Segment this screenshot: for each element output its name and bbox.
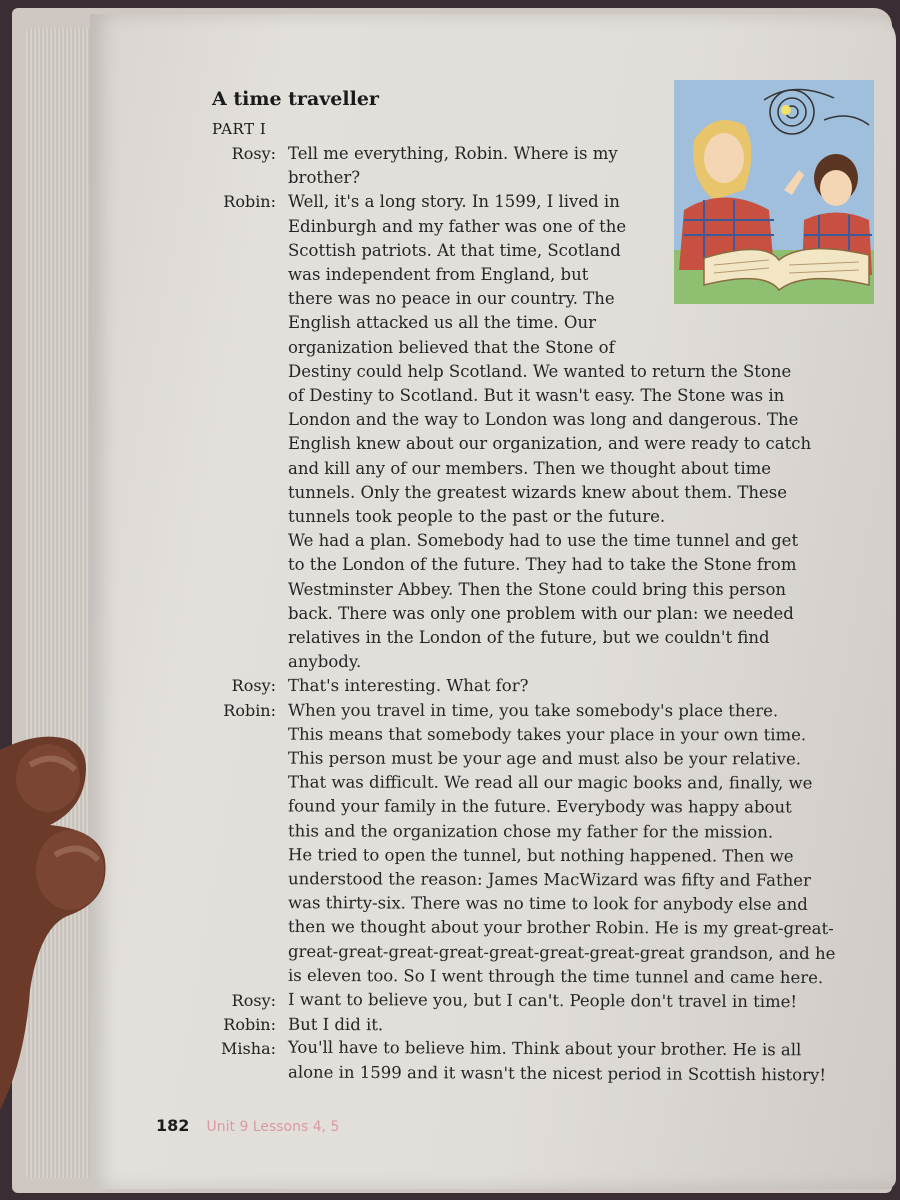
dialogue-line: This person must be your age and must also be your relative. <box>287 748 801 769</box>
dialogue-line: of Destiny to Scotland. But it wasn't easy. The Stone was in <box>288 386 785 405</box>
dialogue-line: there was no peace in our country. The <box>288 289 615 309</box>
dialogue-line: Well, it's a long story. In 1599, I lived in <box>288 192 620 212</box>
dialogue-line: When you travel in time, you take somebody's place there. <box>287 700 779 720</box>
dialogue-line: found your family in the future. Everybody was happy about <box>287 796 792 817</box>
hand-thumb <box>0 730 120 1130</box>
dialogue-line: is eleven too. So I went through the time tunnel and came here. <box>287 965 824 987</box>
speaker-label: Misha: <box>221 1039 276 1059</box>
speaker-label: Robin: <box>223 700 276 720</box>
page-number: 182 <box>156 1116 190 1135</box>
part-heading: PART I <box>212 120 267 138</box>
story-illustration <box>674 80 874 304</box>
dialogue-line: to the London of the future. They had to take the Stone from <box>288 555 797 575</box>
dialogue-line: alone in 1599 and it wasn't the nicest period in Scottish history! <box>287 1062 827 1085</box>
dialogue-line: Tell me everything, Robin. Where is my <box>288 144 618 163</box>
dialogue-line: You'll have to believe him. Think about your brother. He is all <box>287 1038 802 1060</box>
dialogue-line: tunnels took people to the past or the future. <box>288 507 666 526</box>
dialogue-line: this and the organization chose my father for the mission. <box>287 821 774 842</box>
dialogue-line: back. There was only one problem with our plan: we needed <box>288 603 794 623</box>
dialogue-line: was thirty-six. There was no time to look for anybody else and <box>287 893 808 915</box>
dialogue-line: understood the reason: James MacWizard was fifty and Father <box>287 869 811 890</box>
dialogue-line: Destiny could help Scotland. We wanted to return the Stone <box>288 361 792 381</box>
dialogue-line: I want to believe you, but I can't. People don't travel in time! <box>287 989 798 1012</box>
dialogue-line: brother? <box>288 168 361 188</box>
dialogue-line: and kill any of our members. Then we thought about time <box>288 458 772 478</box>
dialogue-line: That's interesting. What for? <box>287 676 529 696</box>
dialogue-line: We had a plan. Somebody had to use the time tunnel and get <box>288 531 799 551</box>
dialogue-line: English attacked us all the time. Our <box>288 313 596 333</box>
speaker-label: Rosy: <box>231 991 276 1010</box>
dialogue-line: But I did it. <box>287 1014 384 1035</box>
dialogue-line: organization believed that the Stone of <box>288 337 615 357</box>
dialogue-line: He tried to open the tunnel, but nothing happened. Then we <box>287 845 794 866</box>
dialogue-line: Scottish patriots. At that time, Scotland <box>288 240 621 260</box>
speaker-label: Rosy: <box>231 144 276 163</box>
dialogue-line: London and the way to London was long and dangerous. The <box>288 410 799 430</box>
dialogue-line: This means that somebody takes your place in your own time. <box>287 724 807 745</box>
dialogue-line: great-great-great-great-great-great-great-great grandson, and he <box>287 941 836 963</box>
speaker-label: Robin: <box>223 1015 276 1035</box>
dialogue-line: was independent from England, but <box>288 265 589 284</box>
dialogue-line: That was difficult. We read all our magic books and, finally, we <box>287 772 813 793</box>
dialogue-line: relatives in the London of the future, but we couldn't find <box>288 628 770 647</box>
unit-label: Unit 9 Lessons 4, 5 <box>206 1119 340 1135</box>
dialogue-line: then we thought about your brother Robin. He is my great-great- <box>287 917 834 939</box>
dialogue-line: Westminster Abbey. Then the Stone could bring this person <box>288 579 787 599</box>
dialogue-line: tunnels. Only the greatest wizards knew about them. These <box>288 482 788 502</box>
speaker-label: Robin: <box>223 192 276 212</box>
story-title: A time traveller <box>212 88 379 110</box>
speaker-label: Rosy: <box>231 676 276 696</box>
page-footer <box>156 1116 339 1135</box>
dialogue-line: anybody. <box>287 652 362 672</box>
dialogue-line: Edinburgh and my father was one of the <box>288 216 627 236</box>
dialogue-line: English knew about our organization, and were ready to catch <box>288 434 812 454</box>
